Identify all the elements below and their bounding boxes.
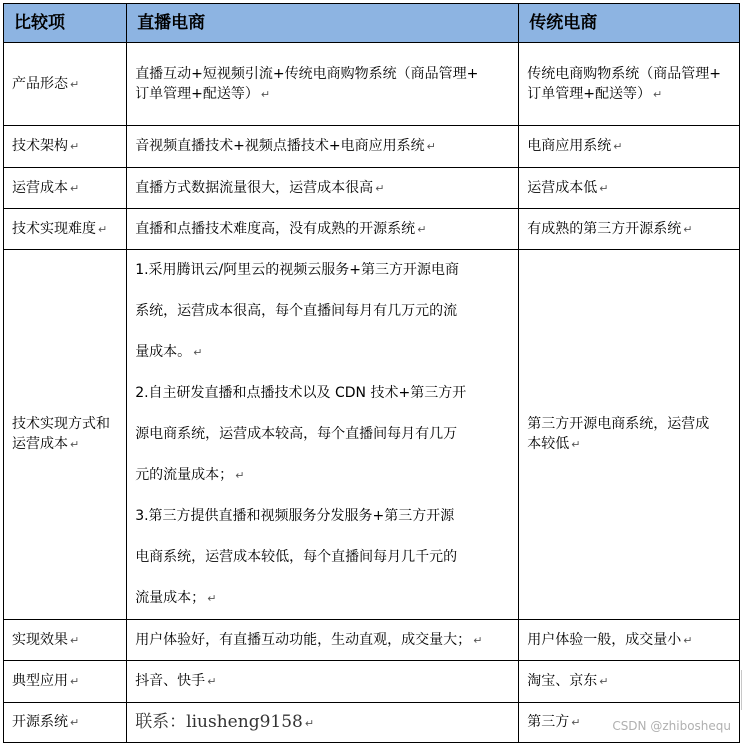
method-paragraph-3: 3.第三方提供直播和视频服务分发服务+第三方开源 电商系统，运营成本较低，每个直播间每月几千元的 流量成本； ↵	[135, 508, 458, 606]
table-row	[4, 126, 740, 168]
comparison-table	[3, 3, 740, 743]
live-cell	[127, 43, 519, 126]
live-cell: 抖音、快手 ↵	[127, 661, 519, 703]
header-traditional-ecommerce: 传统电商	[519, 4, 740, 43]
trad-cell: 用户体验一般，成交量小 ↵	[519, 620, 740, 661]
trad-cell: 电商应用系统 ↵	[519, 126, 740, 168]
header-compare-item: 比较项	[4, 4, 127, 43]
item-cell: 开源系统 ↵	[4, 703, 127, 743]
trad-cell	[519, 43, 740, 126]
item-cell	[4, 250, 127, 620]
item-cell: 产品形态 ↵	[4, 43, 127, 126]
item-cell: 技术架构 ↵	[4, 126, 127, 168]
item-cell: 运营成本 ↵	[4, 168, 127, 209]
cell-line: 直播互动+短视频引流+传统电商购物系统（商品管理+	[135, 65, 479, 82]
table-row	[4, 168, 740, 209]
cell-line: 技术实现方式和	[12, 416, 110, 432]
live-cell: 用户体验好，有直播互动功能，生动直观，成交量大； ↵	[127, 620, 519, 661]
method-paragraph-2: 2.自主研发直播和点播技术以及 CDN 技术+第三方开 源电商系统，运营成本较高，每个直播间每月有几万 元的流量成本； ↵	[135, 385, 467, 483]
header-live-ecommerce: 直播电商	[127, 4, 519, 43]
live-cell: 直播方式数据流量很大，运营成本很高 ↵	[127, 168, 519, 209]
live-cell: 联系：liusheng9158 ↵	[127, 703, 519, 743]
cell-line: 传统电商购物系统（商品管理+	[527, 65, 722, 82]
cell-line: 订单管理+配送等） ↵	[527, 85, 663, 102]
trad-cell: 有成熟的第三方开源系统 ↵	[519, 209, 740, 250]
table-row	[4, 43, 740, 126]
cell-line: 订单管理+配送等） ↵	[135, 85, 271, 102]
cell-line: 第三方开源电商系统，运营成	[527, 416, 710, 432]
live-cell: 音视频直播技术+视频点播技术+电商应用系统 ↵	[127, 126, 519, 168]
table-row	[4, 250, 740, 620]
header-row	[4, 4, 740, 43]
trad-cell: 第三方 ↵	[519, 703, 740, 743]
watermark: CSDN @zhiboshequ	[612, 719, 731, 733]
table-row	[4, 209, 740, 250]
trad-cell: 运营成本低 ↵	[519, 168, 740, 209]
live-cell	[127, 250, 519, 620]
trad-cell	[519, 250, 740, 620]
trad-cell: 淘宝、京东 ↵	[519, 661, 740, 703]
item-cell: 实现效果 ↵	[4, 620, 127, 661]
table-row	[4, 620, 740, 661]
contact-text: 联系：liusheng9158	[135, 711, 303, 732]
method-paragraph-1: 1.采用腾讯云/阿里云的视频云服务+第三方开源电商 系统，运营成本很高，每个直播间每月有几万元的流 量成本。 ↵	[135, 262, 459, 360]
live-cell: 直播和点播技术难度高，没有成熟的开源系统 ↵	[127, 209, 519, 250]
page-edge-rule	[741, 670, 742, 710]
cell-line: 本较低 ↵	[527, 436, 581, 452]
table-row	[4, 661, 740, 703]
item-cell: 典型应用 ↵	[4, 661, 127, 703]
item-cell: 技术实现难度 ↵	[4, 209, 127, 250]
cell-line: 运营成本 ↵	[12, 436, 80, 452]
